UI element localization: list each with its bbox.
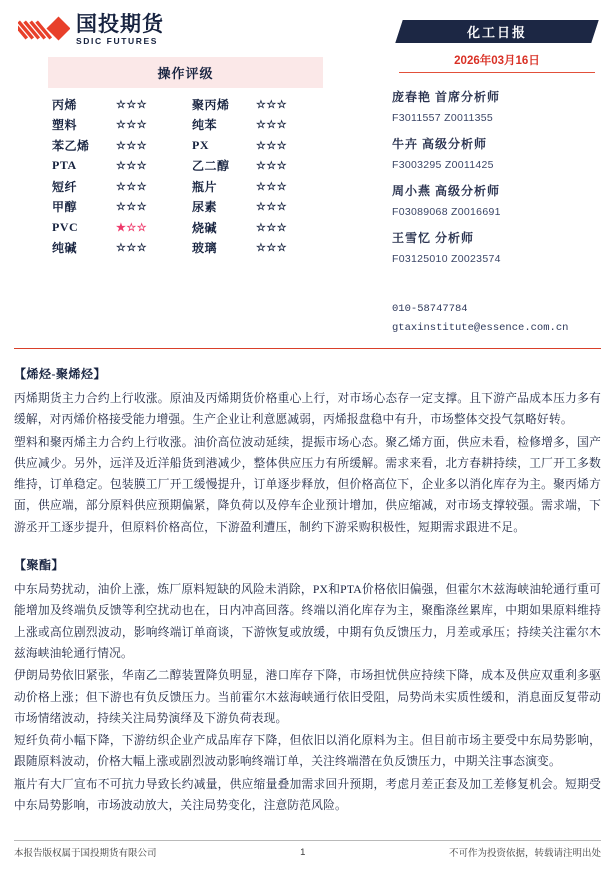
banner-title: 化工日报	[466, 25, 527, 40]
section-heading-polyester: 【聚酯】	[14, 558, 65, 573]
rating-stars: ☆☆☆	[116, 119, 148, 132]
commodity-name: PVC	[52, 219, 79, 234]
analyst-name: 牛卉 高级分析师	[392, 137, 488, 151]
contact-block	[392, 303, 612, 341]
table-row	[48, 156, 323, 177]
rating-table-title: 操作评级	[48, 57, 323, 88]
analyst-list	[392, 88, 612, 276]
brand-name-en: SDIC FUTURES	[76, 36, 159, 46]
commodity-name: 甲醇	[52, 200, 78, 215]
commodity-name: PTA	[52, 158, 77, 173]
report-type-banner	[399, 20, 595, 43]
rating-stars-highlight: ★☆☆	[116, 221, 148, 234]
paragraph: 瓶片有大厂宣布不可抗力导致长约减量，供应缩量叠加需求回升预期，考虑月差正套及加工差修复机会。短期受中东局势影响，市场波动放大，关注局势变化，注意防范风险。	[14, 777, 601, 813]
table-row	[48, 238, 323, 259]
commodity-name: 苯乙烯	[52, 138, 90, 153]
commodity-name: 烧碱	[192, 220, 218, 235]
rating-stars: ☆☆☆	[116, 242, 148, 255]
rating-stars: ☆☆☆	[256, 242, 288, 255]
sdic-logo-icon	[18, 15, 70, 45]
paragraph: 伊朗局势依旧紧张，华南乙二醇装置降负明显，港口库存下降，市场担忧供应持续下降，成本及供应双重利多驱动价格上涨；但下游也有负反馈压力。当前霍尔木兹海峡通行依旧受阻，局势尚未实质性缓和，消息面反复带动市场情绪波动，持续关注局势演绎及下游负荷表现。	[14, 669, 601, 725]
section-gap	[14, 539, 601, 551]
commodity-name: 纯苯	[192, 118, 218, 133]
report-date: 2026年03月16日	[399, 52, 595, 73]
contact-email[interactable]: gtaxinstitute@essence.com.cn	[392, 322, 569, 334]
rating-stars: ☆☆☆	[116, 139, 148, 152]
analyst-code: F03125010 Z0023574	[392, 253, 501, 265]
commodity-name: 短纤	[52, 179, 78, 194]
table-row	[48, 94, 323, 115]
table-row	[48, 135, 323, 156]
commodity-name: 纯碱	[52, 241, 78, 256]
rating-stars: ☆☆☆	[116, 180, 148, 193]
rating-stars: ☆☆☆	[256, 139, 288, 152]
analyst-name: 周小燕 高级分析师	[392, 184, 501, 198]
analyst-name: 王雪忆 分析师	[392, 231, 475, 245]
analyst-name: 庞春艳 首席分析师	[392, 90, 501, 104]
table-row	[48, 176, 323, 197]
footer-copyright: 本报告版权属于国投期货有限公司	[14, 848, 157, 859]
paragraph: 丙烯期货主力合约上行收涨。原油及丙烯期货价格重心上行，对市场心态存一定支撑。且下游产品成本压力多有缓解，对丙烯价格接受能力增强。生产企业让利意愿减弱，丙烯报盘稳中有升，市场整体交投气氛略好转。	[14, 392, 601, 427]
commodity-name: 瓶片	[192, 179, 218, 194]
header-divider	[14, 348, 601, 349]
commodity-name: 丙烯	[52, 97, 78, 112]
operation-rating-table	[48, 57, 323, 258]
commodity-name: PX	[192, 137, 209, 152]
commodity-name: 尿素	[192, 200, 218, 215]
rating-stars: ☆☆☆	[256, 201, 288, 214]
page-footer	[14, 845, 601, 859]
paragraph: 塑料和聚丙烯主力合约上行收涨。油价高位波动延续，提振市场心态。聚乙烯方面，供应未看，检修增多，国产供应减少。另外，远洋及近洋船货到港减少，整体供应压力有所缓解。需求来看，北方春耕持续，工厂开工多数维持，订单稳定。包装膜工厂开工缓慢提升，订单逐步释放，但价格高位下，企业多以消化库存为主。聚丙烯方面，供应端，部分原料供应预期偏紧，降负荷以及停车企业预计增加，供应缩减，对市场支撑较强。需求端，下游丞开工逐步提升，但原料价格高位，下游盈利遭压，制约下游采购积极性，短期需求跟进不足。	[14, 435, 601, 534]
commodity-name: 乙二醇	[192, 159, 230, 174]
footer-disclaimer: 不可作为投资依据，转载请注明出处	[448, 848, 601, 859]
company-logo	[18, 14, 164, 46]
page-number: 1	[300, 846, 306, 858]
rating-stars: ☆☆☆	[116, 201, 148, 214]
commodity-name: 玻璃	[192, 241, 218, 256]
rating-stars: ☆☆☆	[116, 160, 148, 173]
rating-stars: ☆☆☆	[256, 119, 288, 132]
footer-divider	[14, 840, 601, 841]
analyst-code: F03089068 Z0016691	[392, 206, 501, 218]
section-heading-olefins: 【烯烃-聚烯烃】	[14, 367, 106, 381]
report-body	[14, 360, 601, 817]
report-header	[0, 0, 615, 355]
contact-phone: 010-58747784	[392, 303, 468, 315]
brand-name-cn: 国投期货	[76, 13, 164, 36]
rating-stars: ☆☆☆	[256, 98, 288, 111]
rating-stars: ☆☆☆	[256, 221, 288, 234]
analyst-code: F3003295 Z0011425	[392, 159, 494, 171]
rating-stars: ☆☆☆	[256, 160, 288, 173]
table-row	[48, 217, 323, 238]
analyst-code: F3011557 Z0011355	[392, 112, 494, 124]
table-row	[48, 115, 323, 136]
commodity-name: 塑料	[52, 118, 78, 133]
rating-stars: ☆☆☆	[256, 180, 288, 193]
paragraph: 中东局势扰动，油价上涨，炼厂原料短缺的风险未消除，PX和PTA价格依旧偏强，但霍尔木兹海峡油轮通行重可能增加及终端负反馈等利空扰动也在，日内冲高回落。终端以消化库存为主，聚酯涤丝累库，中期如果原料维持上涨或高位剧烈波动，影响终端订单商谈，下游恢复或放缓，中期有负反馈压力，月差或承压；持续关注霍尔木兹海峡油轮通行情况。	[14, 583, 601, 660]
commodity-name: 聚丙烯	[192, 97, 230, 112]
rating-stars: ☆☆☆	[116, 98, 148, 111]
table-row	[48, 197, 323, 218]
paragraph: 短纤负荷小幅下降，下游纺织企业产成品库存下降，但依旧以消化原料为主。但目前市场主要受中东局势影响，跟随原料波动，价格大幅上涨或剧烈波动影响终端订单，关注终端潜在负反馈压力，中期关注事态演变。	[14, 734, 601, 769]
rating-rows	[48, 94, 323, 258]
